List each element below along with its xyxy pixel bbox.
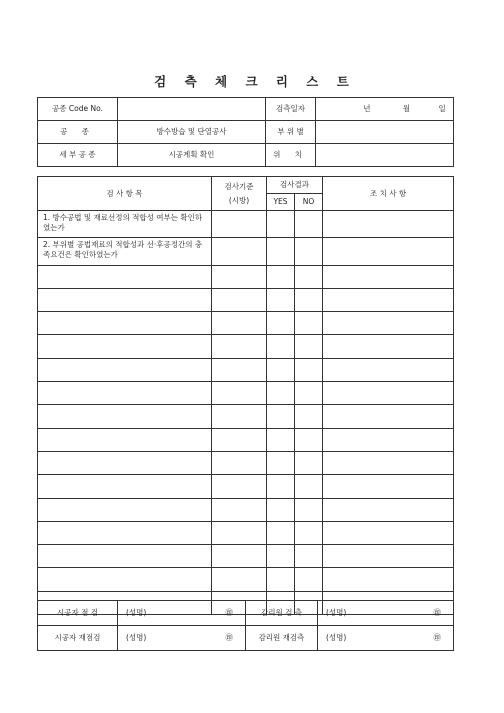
yes-cell[interactable]: [267, 428, 295, 451]
standard-header-line2: (시방): [228, 195, 250, 205]
inspection-item-1: 1. 방수공법 및 재료선정의 적합성 여부는 확인하였는가: [38, 211, 212, 238]
date-day: 일: [438, 104, 446, 114]
yes-cell[interactable]: [267, 545, 295, 568]
no-cell[interactable]: [295, 382, 323, 405]
date-year: 년: [363, 104, 371, 114]
no-cell[interactable]: [295, 238, 323, 265]
action-cell[interactable]: [323, 288, 454, 311]
item-cell[interactable]: [38, 382, 212, 405]
no-header: NO: [295, 194, 323, 211]
standard-cell[interactable]: [212, 451, 267, 474]
table-row: [38, 358, 454, 381]
result-header: 검사결과: [267, 177, 323, 194]
item-cell[interactable]: [38, 358, 212, 381]
table-row: [38, 382, 454, 405]
table-row: [38, 498, 454, 521]
yes-cell[interactable]: [267, 382, 295, 405]
seal-icon: ㊞: [433, 633, 441, 643]
contractor-check-label: 시공자 점 검: [38, 601, 118, 626]
item-cell[interactable]: [38, 498, 212, 521]
yes-cell[interactable]: [267, 405, 295, 428]
seal-icon: ㊞: [433, 608, 441, 618]
standard-cell[interactable]: [212, 545, 267, 568]
action-cell[interactable]: [323, 428, 454, 451]
table-row: [38, 288, 454, 311]
item-cell[interactable]: [38, 265, 212, 288]
seal-icon: ㊞: [225, 608, 233, 618]
contractor-recheck-sign[interactable]: [118, 626, 246, 651]
action-cell[interactable]: [323, 238, 454, 265]
contractor-recheck-label: 시공자 재점검: [38, 626, 118, 651]
standard-cell[interactable]: [212, 568, 267, 591]
code-value[interactable]: [118, 98, 266, 121]
inspection-header-row: [38, 177, 454, 194]
standard-cell[interactable]: [212, 498, 267, 521]
no-cell[interactable]: [295, 451, 323, 474]
table-row: [38, 265, 454, 288]
standard-header: [212, 177, 267, 211]
item-cell[interactable]: [38, 545, 212, 568]
standard-cell[interactable]: [212, 238, 267, 265]
standard-cell[interactable]: [212, 312, 267, 335]
yes-cell[interactable]: [267, 312, 295, 335]
location-value[interactable]: [316, 144, 454, 167]
item-cell[interactable]: [38, 335, 212, 358]
standard-cell[interactable]: [212, 335, 267, 358]
contractor-check-sign[interactable]: [118, 601, 246, 626]
action-cell[interactable]: [323, 335, 454, 358]
action-cell[interactable]: [323, 521, 454, 544]
code-label: 공종 Code No.: [38, 98, 118, 121]
no-cell[interactable]: [295, 545, 323, 568]
supervisor-recheck-sign[interactable]: [318, 626, 454, 651]
work-value[interactable]: 방수방습 및 단열공사: [118, 121, 266, 144]
standard-cell[interactable]: [212, 428, 267, 451]
no-cell[interactable]: [295, 521, 323, 544]
item-cell[interactable]: [38, 428, 212, 451]
supervisor-check-sign[interactable]: [318, 601, 454, 626]
item-cell[interactable]: [38, 405, 212, 428]
table-row: [38, 545, 454, 568]
location-label: 위 치: [266, 144, 316, 167]
item-cell[interactable]: [38, 451, 212, 474]
header-row-detail: [38, 144, 454, 167]
table-row: [38, 211, 454, 238]
no-cell[interactable]: [295, 405, 323, 428]
action-cell[interactable]: [323, 545, 454, 568]
table-row: [38, 405, 454, 428]
seal-icon: ㊞: [225, 633, 233, 643]
action-cell[interactable]: [323, 211, 454, 238]
supervisor-check-label: 감리원 검 측: [246, 601, 318, 626]
yes-cell[interactable]: [267, 498, 295, 521]
action-cell[interactable]: [323, 382, 454, 405]
standard-header-line1: 검사기준: [224, 182, 254, 192]
no-cell[interactable]: [295, 358, 323, 381]
action-cell[interactable]: [323, 358, 454, 381]
supervisor-recheck-label: 감리원 재검측: [246, 626, 318, 651]
standard-cell[interactable]: [212, 288, 267, 311]
table-row: [38, 428, 454, 451]
yes-cell[interactable]: [267, 358, 295, 381]
item-cell[interactable]: [38, 312, 212, 335]
action-cell[interactable]: [323, 498, 454, 521]
yes-cell[interactable]: [267, 521, 295, 544]
action-cell[interactable]: [323, 451, 454, 474]
standard-cell[interactable]: [212, 211, 267, 238]
detail-value[interactable]: 시공계획 확인: [118, 144, 266, 167]
yes-cell[interactable]: [267, 265, 295, 288]
date-value[interactable]: [316, 98, 454, 121]
table-row: [38, 568, 454, 591]
action-header: 조 치 사 항: [323, 177, 454, 211]
yes-cell[interactable]: [267, 451, 295, 474]
yes-header: YES: [267, 194, 295, 211]
action-cell[interactable]: [323, 312, 454, 335]
part-value[interactable]: [316, 121, 454, 144]
yes-cell[interactable]: [267, 288, 295, 311]
item-cell[interactable]: [38, 521, 212, 544]
inspection-table: [37, 176, 454, 618]
no-cell[interactable]: [295, 312, 323, 335]
item-cell[interactable]: [38, 475, 212, 498]
sign-name-label: (성명): [326, 633, 347, 643]
header-row-work: [38, 121, 454, 144]
standard-cell[interactable]: [212, 382, 267, 405]
standard-cell[interactable]: [212, 405, 267, 428]
no-cell[interactable]: [295, 288, 323, 311]
item-cell[interactable]: [38, 288, 212, 311]
detail-label: 세 부 공 종: [38, 144, 118, 167]
no-cell[interactable]: [295, 498, 323, 521]
signature-table: [37, 600, 454, 651]
no-cell[interactable]: [295, 335, 323, 358]
action-cell[interactable]: [323, 475, 454, 498]
yes-cell[interactable]: [267, 211, 295, 238]
standard-cell[interactable]: [212, 358, 267, 381]
no-cell[interactable]: [295, 428, 323, 451]
items-header: 검 사 항 목: [38, 177, 212, 211]
no-cell[interactable]: [295, 211, 323, 238]
no-cell[interactable]: [295, 265, 323, 288]
signature-row-recheck: [38, 626, 454, 651]
header-table: [37, 97, 454, 167]
part-label: 부 위 별: [266, 121, 316, 144]
action-cell[interactable]: [323, 568, 454, 591]
standard-cell[interactable]: [212, 475, 267, 498]
yes-cell[interactable]: [267, 475, 295, 498]
table-row: [38, 521, 454, 544]
signature-row-check: [38, 601, 454, 626]
no-cell[interactable]: [295, 568, 323, 591]
header-row-code: [38, 98, 454, 121]
table-row: [38, 238, 454, 265]
standard-cell[interactable]: [212, 521, 267, 544]
action-cell[interactable]: [323, 405, 454, 428]
no-cell[interactable]: [295, 475, 323, 498]
date-month: 월: [402, 104, 411, 114]
item-cell[interactable]: [38, 568, 212, 591]
page-title: 검 측 체 크 리 스 트: [154, 74, 350, 89]
table-row: [38, 312, 454, 335]
sign-name-label: (성명): [126, 633, 147, 643]
yes-cell[interactable]: [267, 568, 295, 591]
inspection-item-2: 2. 부위별 공법재료의 적합성과 선·후공정간의 충족요건은 확인하였는가: [38, 238, 212, 265]
yes-cell[interactable]: [267, 238, 295, 265]
sign-name-label: (성명): [126, 608, 147, 618]
action-cell[interactable]: [323, 265, 454, 288]
yes-cell[interactable]: [267, 335, 295, 358]
work-label: 공 종: [38, 121, 118, 144]
table-row: [38, 451, 454, 474]
standard-cell[interactable]: [212, 265, 267, 288]
table-row: [38, 335, 454, 358]
date-label: 검측일자: [266, 98, 316, 121]
sign-name-label: (성명): [326, 608, 347, 618]
table-row: [38, 475, 454, 498]
